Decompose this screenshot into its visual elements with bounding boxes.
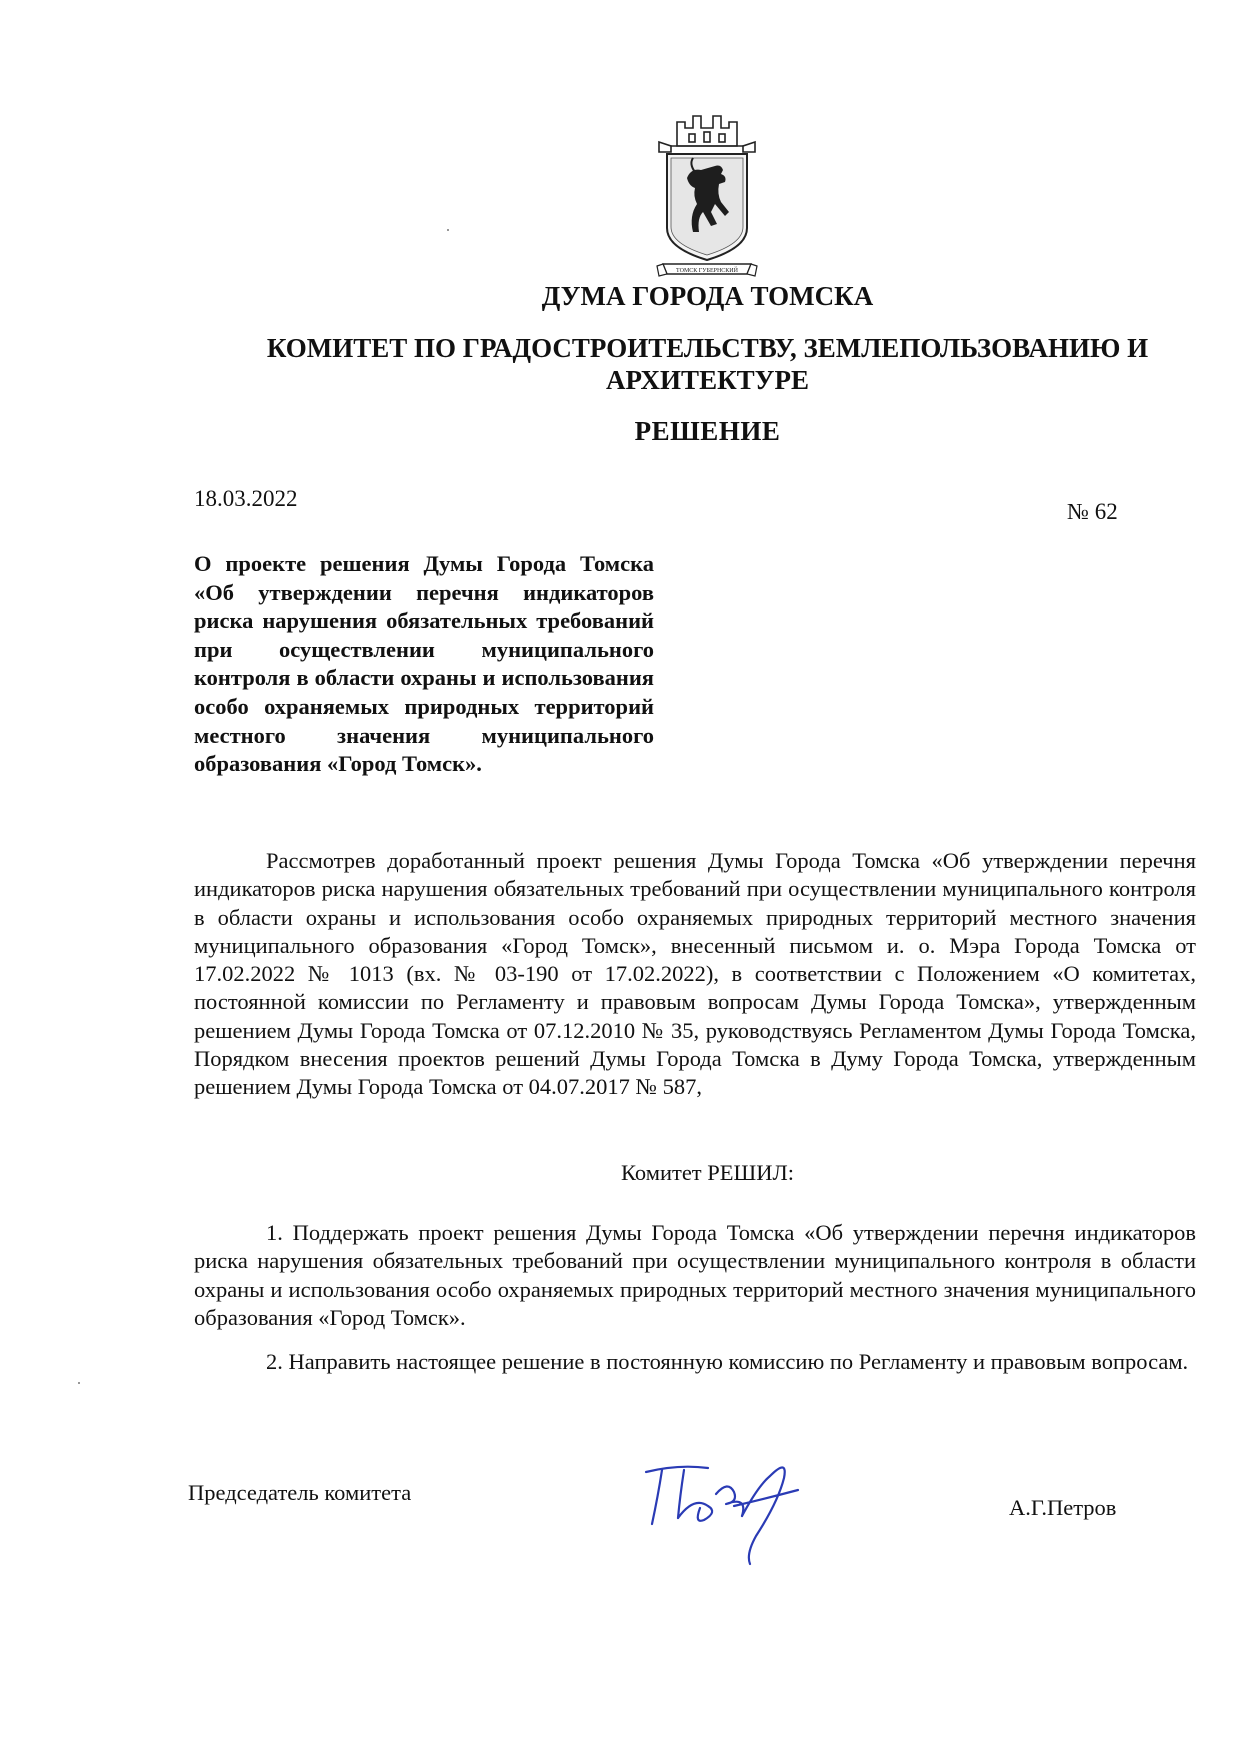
- handwritten-signature-icon: [638, 1446, 818, 1576]
- document-subject: О проекте решения Думы Города Томска «Об утверждении перечня индикаторов риска нарушения обязательных требований при осуществлении муниципального контроля в области охраны и использования особо охраняемых природных территорий местного значения муниципального образования «Город Томск».: [194, 551, 654, 777]
- document-date: 18.03.2022: [194, 486, 298, 511]
- document-type-title: РЕШЕНИЕ: [634, 416, 781, 446]
- duma-title: ДУМА ГОРОДА ТОМСКА: [541, 281, 874, 311]
- committee-title: КОМИТЕТ ПО ГРАДОСТРОИТЕЛЬСТВУ, ЗЕМЛЕПОЛЬЗОВАНИЮ И АРХИТЕКТУРЕ: [266, 333, 1149, 395]
- resolved-heading: Комитет РЕШИЛ:: [621, 1160, 794, 1185]
- signature-strokes: [646, 1467, 798, 1564]
- emblem-ribbon-text: ТОМСК ГУБЕРНСКИЙ: [676, 268, 738, 274]
- tomsk-coat-of-arms-icon: [655, 108, 759, 282]
- decision-item: 2. Направить настоящее решение в постоянную комиссию по Регламенту и правовым вопросам.: [266, 1349, 1189, 1374]
- document-number: № 62: [1067, 499, 1118, 524]
- scan-speck: [78, 1382, 80, 1384]
- signatory-role: Председатель комитета: [188, 1480, 412, 1505]
- preamble-paragraph: Рассмотрев доработанный проект решения Думы Города Томска «Об утверждении перечня индикаторов риска нарушения обязательных требований при осуществлении муниципального контроля в области охраны и использования особо охраняемых природных территорий местного значения муниципального образования «Город Томск», внесенный письмом и. о. Мэра Города Томска от 17.02.2022 № 1013 (вх. № 03-190 от 17.02.2022), в соответствии с Положением «О комитетах, постоянной комиссии по Регламенту и правовым вопросам Думы Города Томска», утвержденным решением Думы Города Томска от 07.12.2010 № 35, руководствуясь Регламентом Думы Города Томска, Порядком внесения проектов решений Думы Города Томска в Думу Города Томска, утвержденным решением Думы Города Томска от 04.07.2017 № 587,: [194, 848, 1196, 1100]
- decision-item: 1. Поддержать проект решения Думы Города Томска «Об утверждении перечня индикаторов риска нарушения обязательных требований при осуществлении муниципального контроля в области охраны и использования особо охраняемых природных территорий местного значения муниципального образования «Город Томск».: [194, 1220, 1196, 1330]
- signatory-name: А.Г.Петров: [1009, 1495, 1117, 1520]
- scan-speck: [447, 229, 449, 231]
